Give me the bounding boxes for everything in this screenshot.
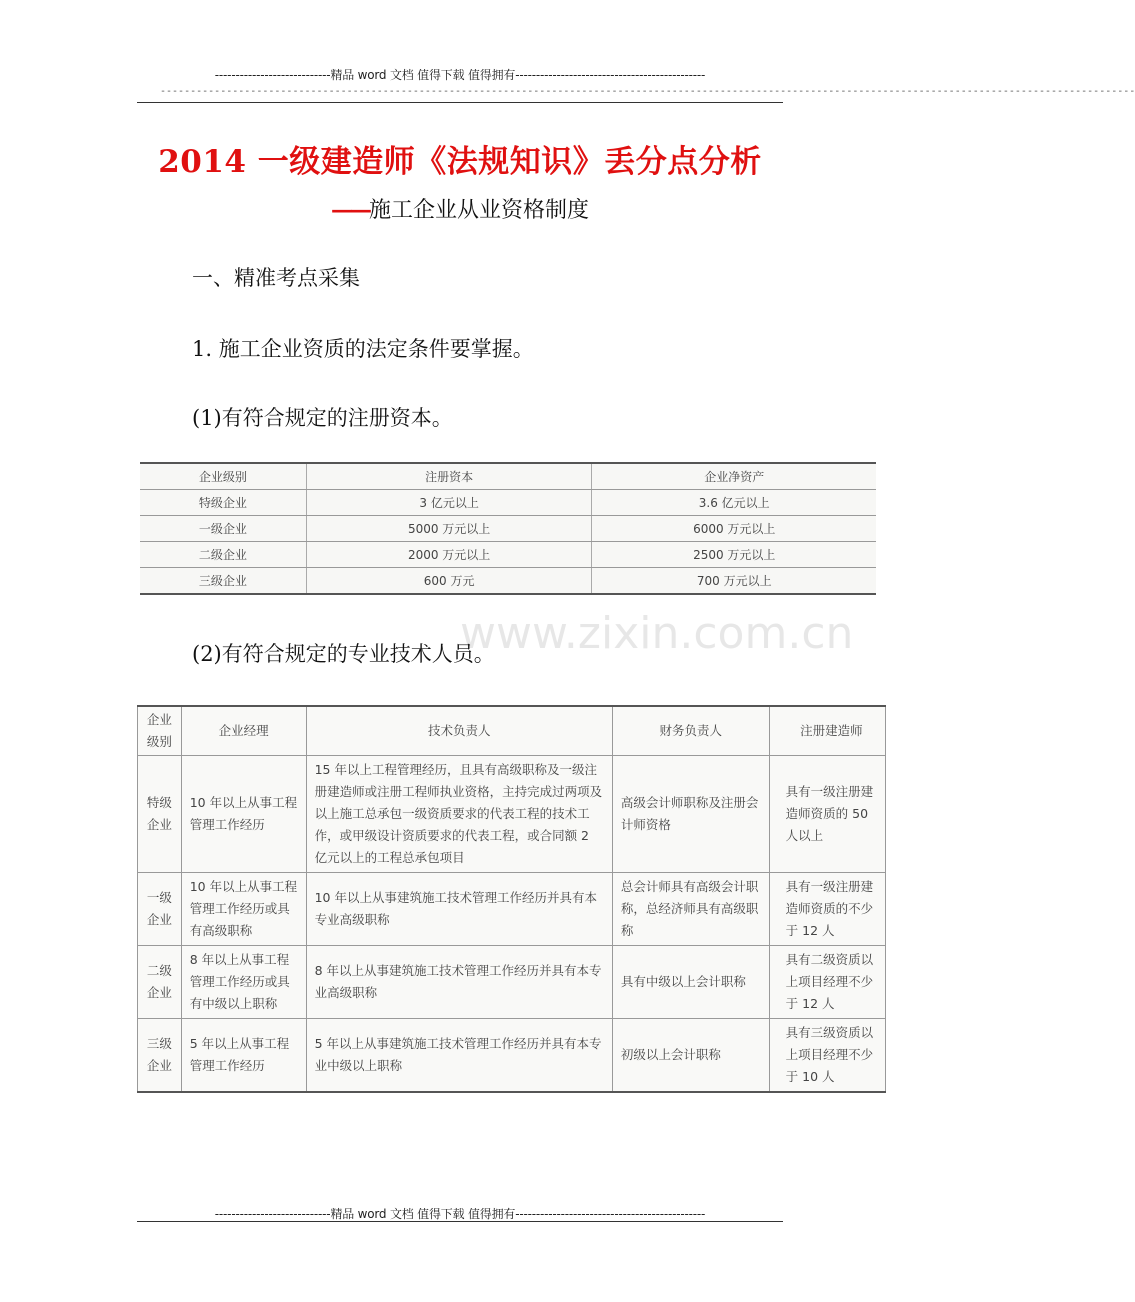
section-heading: 一、精准考点采集 — [192, 266, 360, 290]
table-header-row — [140, 463, 876, 490]
subtitle-dash: —— — [330, 197, 369, 223]
page-title: 2014 一级建造师《法规知识》丢分点分析 — [158, 144, 762, 180]
table-header-cell: 企业级别 — [140, 463, 306, 490]
table-row — [138, 756, 886, 873]
table-cell: 700 万元以上 — [592, 568, 876, 595]
table-cell: 3.6 亿元以上 — [592, 490, 876, 516]
table-row — [138, 1019, 886, 1093]
header-rule — [137, 102, 783, 103]
table-cell: 6000 万元以上 — [592, 516, 876, 542]
table-header-row — [138, 706, 886, 756]
table-cell: 具有三级资质以上项目经理不少于 10 人 — [769, 1019, 885, 1093]
capital-table — [140, 462, 876, 595]
table-header-cell: 企业经理 — [181, 706, 306, 756]
table-row — [138, 946, 886, 1019]
table-row — [140, 490, 876, 516]
table-cell: 具有一级注册建造师资质的 50 人以上 — [769, 756, 885, 873]
table-header-cell: 财务负责人 — [612, 706, 769, 756]
page-subtitle — [0, 193, 920, 224]
header-dashes: ------------------------------------------------------------------------------------------------------------------------------------------------------------------ — [160, 86, 1135, 97]
table-cell: 具有中级以上会计职称 — [612, 946, 769, 1019]
table-cell: 8 年以上从事工程管理工作经历或具有中级以上职称 — [181, 946, 306, 1019]
table-header-cell: 注册建造师 — [769, 706, 885, 756]
table-row — [140, 568, 876, 595]
table-cell: 二级企业 — [140, 542, 306, 568]
table-header-cell: 技术负责人 — [306, 706, 612, 756]
personnel-table — [137, 705, 886, 1093]
table-cell: 2500 万元以上 — [592, 542, 876, 568]
table-header-cell: 注册资本 — [306, 463, 592, 490]
table-cell: 600 万元 — [306, 568, 592, 595]
table-cell: 三级企业 — [140, 568, 306, 595]
table-cell: 特级企业 — [138, 756, 182, 873]
table-row — [138, 873, 886, 946]
subtitle-text: 施工企业从业资格制度 — [368, 198, 589, 223]
table-cell: 5 年以上从事工程管理工作经历 — [181, 1019, 306, 1093]
table-cell: 5000 万元以上 — [306, 516, 592, 542]
table-cell: 3 亿元以上 — [306, 490, 592, 516]
table-cell: 三级企业 — [138, 1019, 182, 1093]
table-cell: 15 年以上工程管理经历，且具有高级职称及一级注册建造师或注册工程师执业资格，主持完成过两项及以上施工总承包一级资质要求的代表工程的技术工作，或甲级设计资质要求的代表工程，或合同额 2 亿元以上的工程总承包项目 — [306, 756, 612, 873]
table-cell: 特级企业 — [140, 490, 306, 516]
table-cell: 一级企业 — [140, 516, 306, 542]
table-cell: 10 年以上从事工程管理工作经历 — [181, 756, 306, 873]
table-cell: 5 年以上从事建筑施工技术管理工作经历并具有本专业中级以上职称 — [306, 1019, 612, 1093]
table-cell: 一级企业 — [138, 873, 182, 946]
table-cell: 二级企业 — [138, 946, 182, 1019]
table-cell: 初级以上会计职称 — [612, 1019, 769, 1093]
table-cell: 具有二级资质以上项目经理不少于 12 人 — [769, 946, 885, 1019]
watermark: www.zixin.com.cn — [460, 608, 854, 659]
table-header-cell: 企业级别 — [138, 706, 182, 756]
table-cell: 10 年以上从事工程管理工作经历或具有高级职称 — [181, 873, 306, 946]
point-heading: 1. 施工企业资质的法定条件要掌握。 — [192, 337, 534, 361]
page-footer: ----------------------------精品 word 文档 值得下载 值得拥有---------------------------------------------- — [214, 1207, 706, 1221]
table-cell: 具有一级注册建造师资质的不少于 12 人 — [769, 873, 885, 946]
table-row — [140, 542, 876, 568]
table-row — [140, 516, 876, 542]
page-header: ----------------------------精品 word 文档 值得下载 值得拥有---------------------------------------------- — [214, 68, 706, 82]
table-header-cell: 企业净资产 — [592, 463, 876, 490]
table-cell: 高级会计师职称及注册会计师资格 — [612, 756, 769, 873]
table-cell: 总会计师具有高级会计职称，总经济师具有高级职称 — [612, 873, 769, 946]
condition-personnel: (2)有符合规定的专业技术人员。 — [192, 642, 495, 666]
table-cell: 8 年以上从事建筑施工技术管理工作经历并具有本专业高级职称 — [306, 946, 612, 1019]
condition-capital: (1)有符合规定的注册资本。 — [192, 406, 453, 430]
table-cell: 10 年以上从事建筑施工技术管理工作经历并具有本专业高级职称 — [306, 873, 612, 946]
table-cell: 2000 万元以上 — [306, 542, 592, 568]
